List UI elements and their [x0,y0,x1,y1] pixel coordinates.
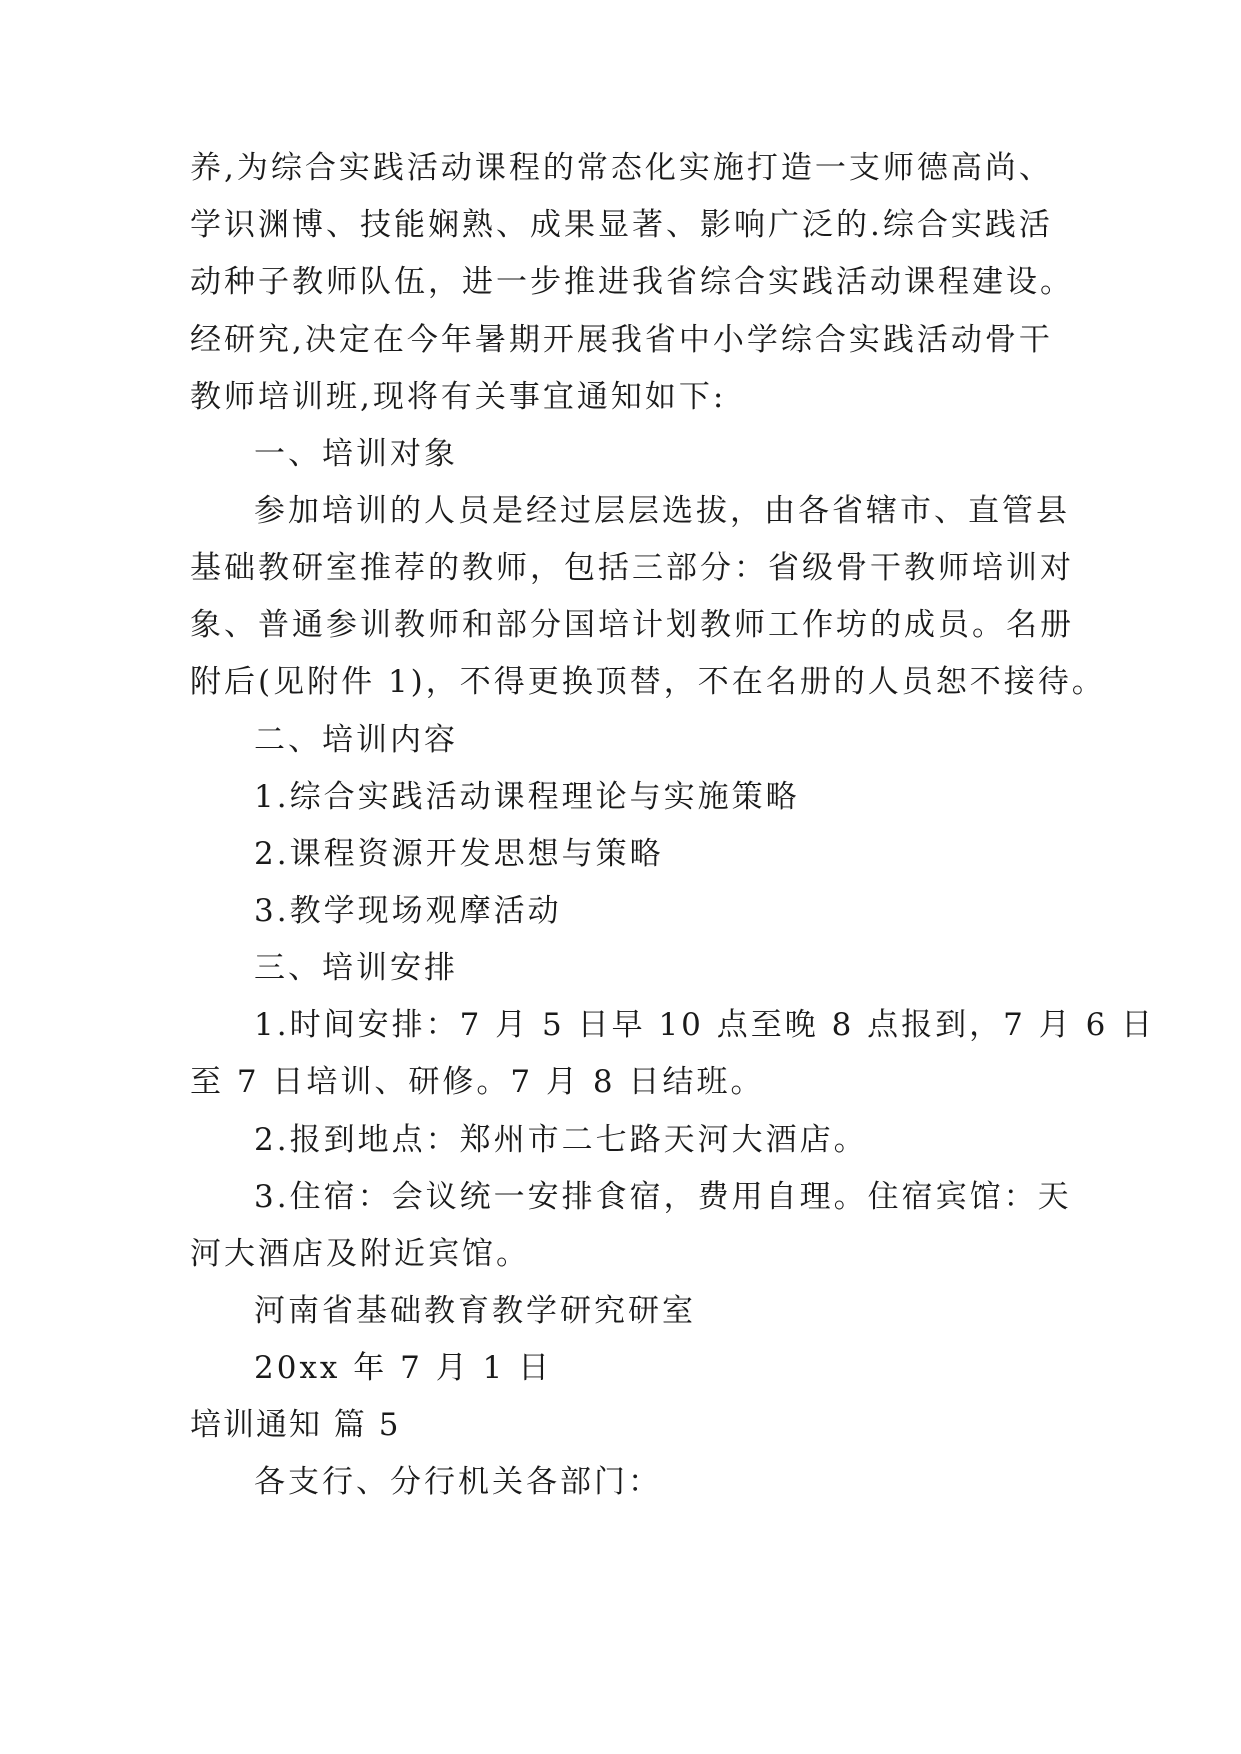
signature-date: 20xx 年 7 月 1 日 [254,1350,553,1386]
list-item: 3.住宿：会议统一安排食宿，费用自理。住宿宾馆：天 [254,1179,1072,1215]
section-heading: 二、培训内容 [254,722,458,758]
paragraph-line: 象、普通参训教师和部分国培计划教师工作坊的成员。名册 [190,607,1074,643]
paragraph-line: 基础教研室推荐的教师，包括三部分：省级骨干教师培训对 [190,550,1074,586]
list-item: 1.综合实践活动课程理论与实施策略 [254,779,800,815]
paragraph-line: 经研究,决定在今年暑期开展我省中小学综合实践活动骨干 [190,322,1053,358]
paragraph-line: 养,为综合实践活动课程的常态化实施打造一支师德高尚、 [190,150,1053,186]
paragraph-line: 附后(见附件 1)，不得更换顶替，不在名册的人员恕不接待。 [190,664,1106,700]
article-title: 培训通知 篇 5 [190,1407,401,1443]
signature-organization: 河南省基础教育教学研究研室 [254,1293,696,1329]
paragraph-line: 学识渊博、技能娴熟、成果显著、影响广泛的.综合实践活 [190,207,1053,243]
list-item: 1.时间安排：7 月 5 日早 10 点至晚 8 点报到，7 月 6 日 [254,1007,1156,1043]
paragraph-line: 动种子教师队伍，进一步推进我省综合实践活动课程建设。 [190,264,1074,300]
section-heading: 三、培训安排 [254,950,458,986]
salutation: 各支行、分行机关各部门： [254,1464,662,1500]
list-item: 3.教学现场观摩活动 [254,893,562,929]
paragraph-line: 至 7 日培训、研修。7 月 8 日结班。 [190,1064,765,1100]
list-item: 2.课程资源开发思想与策略 [254,836,664,872]
paragraph-line: 参加培训的人员是经过层层选拔，由各省辖市、直管县 [254,493,1070,529]
list-item: 2.报到地点：郑州市二七路天河大酒店。 [254,1122,868,1158]
paragraph-line: 河大酒店及附近宾馆。 [190,1236,530,1272]
section-heading: 一、培训对象 [254,436,458,472]
paragraph-line: 教师培训班,现将有关事宜通知如下: [190,379,727,415]
